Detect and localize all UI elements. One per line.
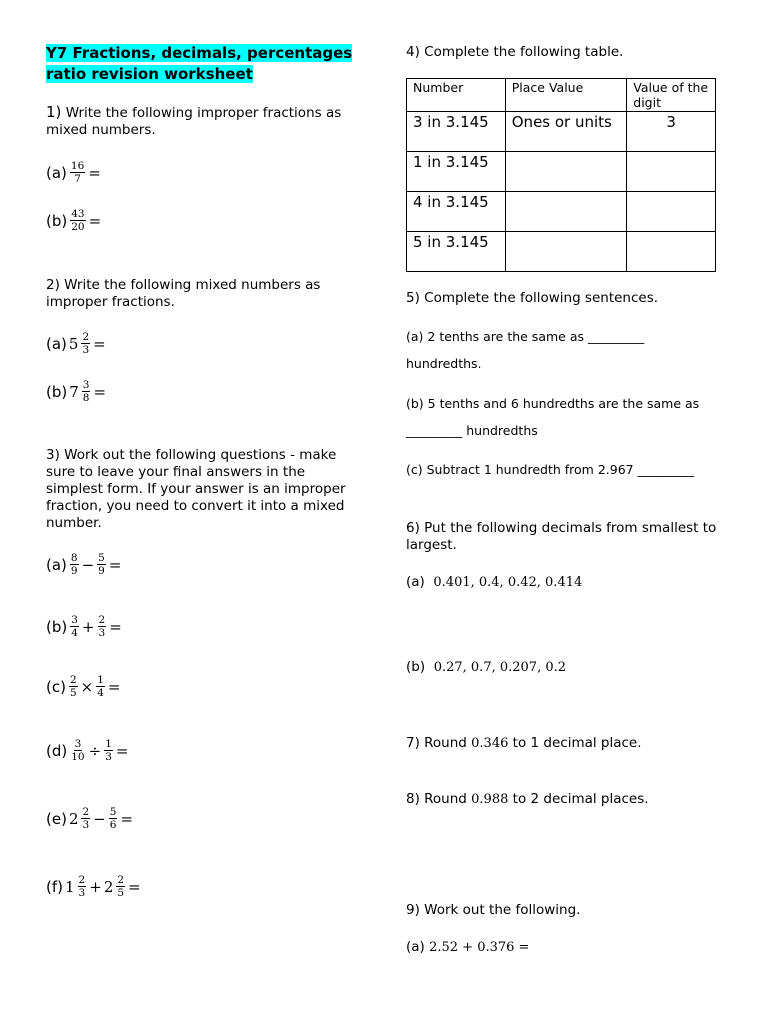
title-line-1: Y7 Fractions, decimals, percentages xyxy=(46,44,353,62)
q8-instruction: 8) Round 0.988 to 2 decimal places. xyxy=(406,791,649,807)
table-cell[interactable] xyxy=(627,192,716,232)
table-cell: Ones or units xyxy=(505,112,627,152)
q3-instruction: 3) Work out the following questions - make sure to leave your final answers in the simplest form. If your answer is an improper fraction, you need to convert it into a mixed number. xyxy=(46,447,346,531)
q3-f: (f) 1 $\frac{2}{3}$ + 2 $\frac{2}{5}$ = xyxy=(46,874,141,899)
q1-b: (b) $\frac{43}{20}$ = xyxy=(46,208,102,233)
table-row xyxy=(407,152,716,192)
q4-instruction: 4) Complete the following table. xyxy=(406,44,624,60)
q1-instruction: 1) Write the following improper fractions as mixed numbers. xyxy=(46,103,342,138)
q3-c: (c) $\frac{2}{5}$ × $\frac{1}{4}$ = xyxy=(46,674,121,699)
table-header: Number xyxy=(407,79,506,112)
q5-a-line1: (a) 2 tenths are the same as _________ xyxy=(406,329,645,344)
title-line-2: ratio revision worksheet xyxy=(46,65,253,83)
q9-instruction: 9) Work out the following. xyxy=(406,902,581,918)
fraction: $\frac{16}{7}$ xyxy=(70,160,85,185)
q3-a: (a) $\frac{8}{9}$ − $\frac{5}{9}$ = xyxy=(46,552,122,577)
table-cell[interactable] xyxy=(505,152,627,192)
q5-instruction: 5) Complete the following sentences. xyxy=(406,290,659,306)
q6-a: (a) 0.401, 0.4, 0.42, 0.414 xyxy=(406,574,583,590)
q3-b: (b) $\frac{3}{4}$ + $\frac{2}{3}$ = xyxy=(46,614,122,639)
q2-b: (b) 7 $\frac{3}{8}$ = xyxy=(46,379,107,404)
q7-instruction: 7) Round 0.346 to 1 decimal place. xyxy=(406,735,642,751)
q5-b-line1: (b) 5 tenths and 6 hundredths are the same as xyxy=(406,396,700,411)
q2-instruction: 2) Write the following mixed numbers as improper fractions. xyxy=(46,277,321,310)
table-cell: 1 in 3.145 xyxy=(407,152,506,192)
table-cell[interactable] xyxy=(505,232,627,272)
table-cell: 3 xyxy=(627,112,716,152)
table-header: Value of the digit xyxy=(627,79,716,112)
q3-d: (d) $\frac{3}{10}$ ÷ $\frac{1}{3}$ = xyxy=(46,738,129,763)
q1-a: (a) $\frac{16}{7}$ = xyxy=(46,160,101,185)
table-cell[interactable] xyxy=(505,192,627,232)
q6-b: (b) 0.27, 0.7, 0.207, 0.2 xyxy=(406,659,567,675)
table-cell: 3 in 3.145 xyxy=(407,112,506,152)
fraction: $\frac{43}{20}$ xyxy=(71,208,85,233)
q3-e: (e) 2 $\frac{2}{3}$ − $\frac{5}{6}$ = xyxy=(46,806,134,831)
q5-a-line2: hundredths. xyxy=(406,356,482,371)
worksheet-title xyxy=(46,43,366,85)
q2-a: (a) 5 $\frac{2}{3}$ = xyxy=(46,331,106,356)
q6-instruction: 6) Put the following decimals from smallest to largest. xyxy=(406,520,717,553)
table-cell[interactable] xyxy=(627,152,716,192)
table-header-row xyxy=(407,79,716,112)
q5-b-line2: _________ hundredths xyxy=(406,423,538,438)
table-cell[interactable] xyxy=(627,232,716,272)
table-row xyxy=(407,192,716,232)
place-value-table xyxy=(406,78,716,272)
table-row xyxy=(407,232,716,272)
table-header: Place Value xyxy=(505,79,627,112)
table-cell: 5 in 3.145 xyxy=(407,232,506,272)
q9-a: (a) 2.52 + 0.376 = xyxy=(406,939,530,955)
q5-c: (c) Subtract 1 hundredth from 2.967 _________ xyxy=(406,462,694,477)
table-row xyxy=(407,112,716,152)
table-cell: 4 in 3.145 xyxy=(407,192,506,232)
